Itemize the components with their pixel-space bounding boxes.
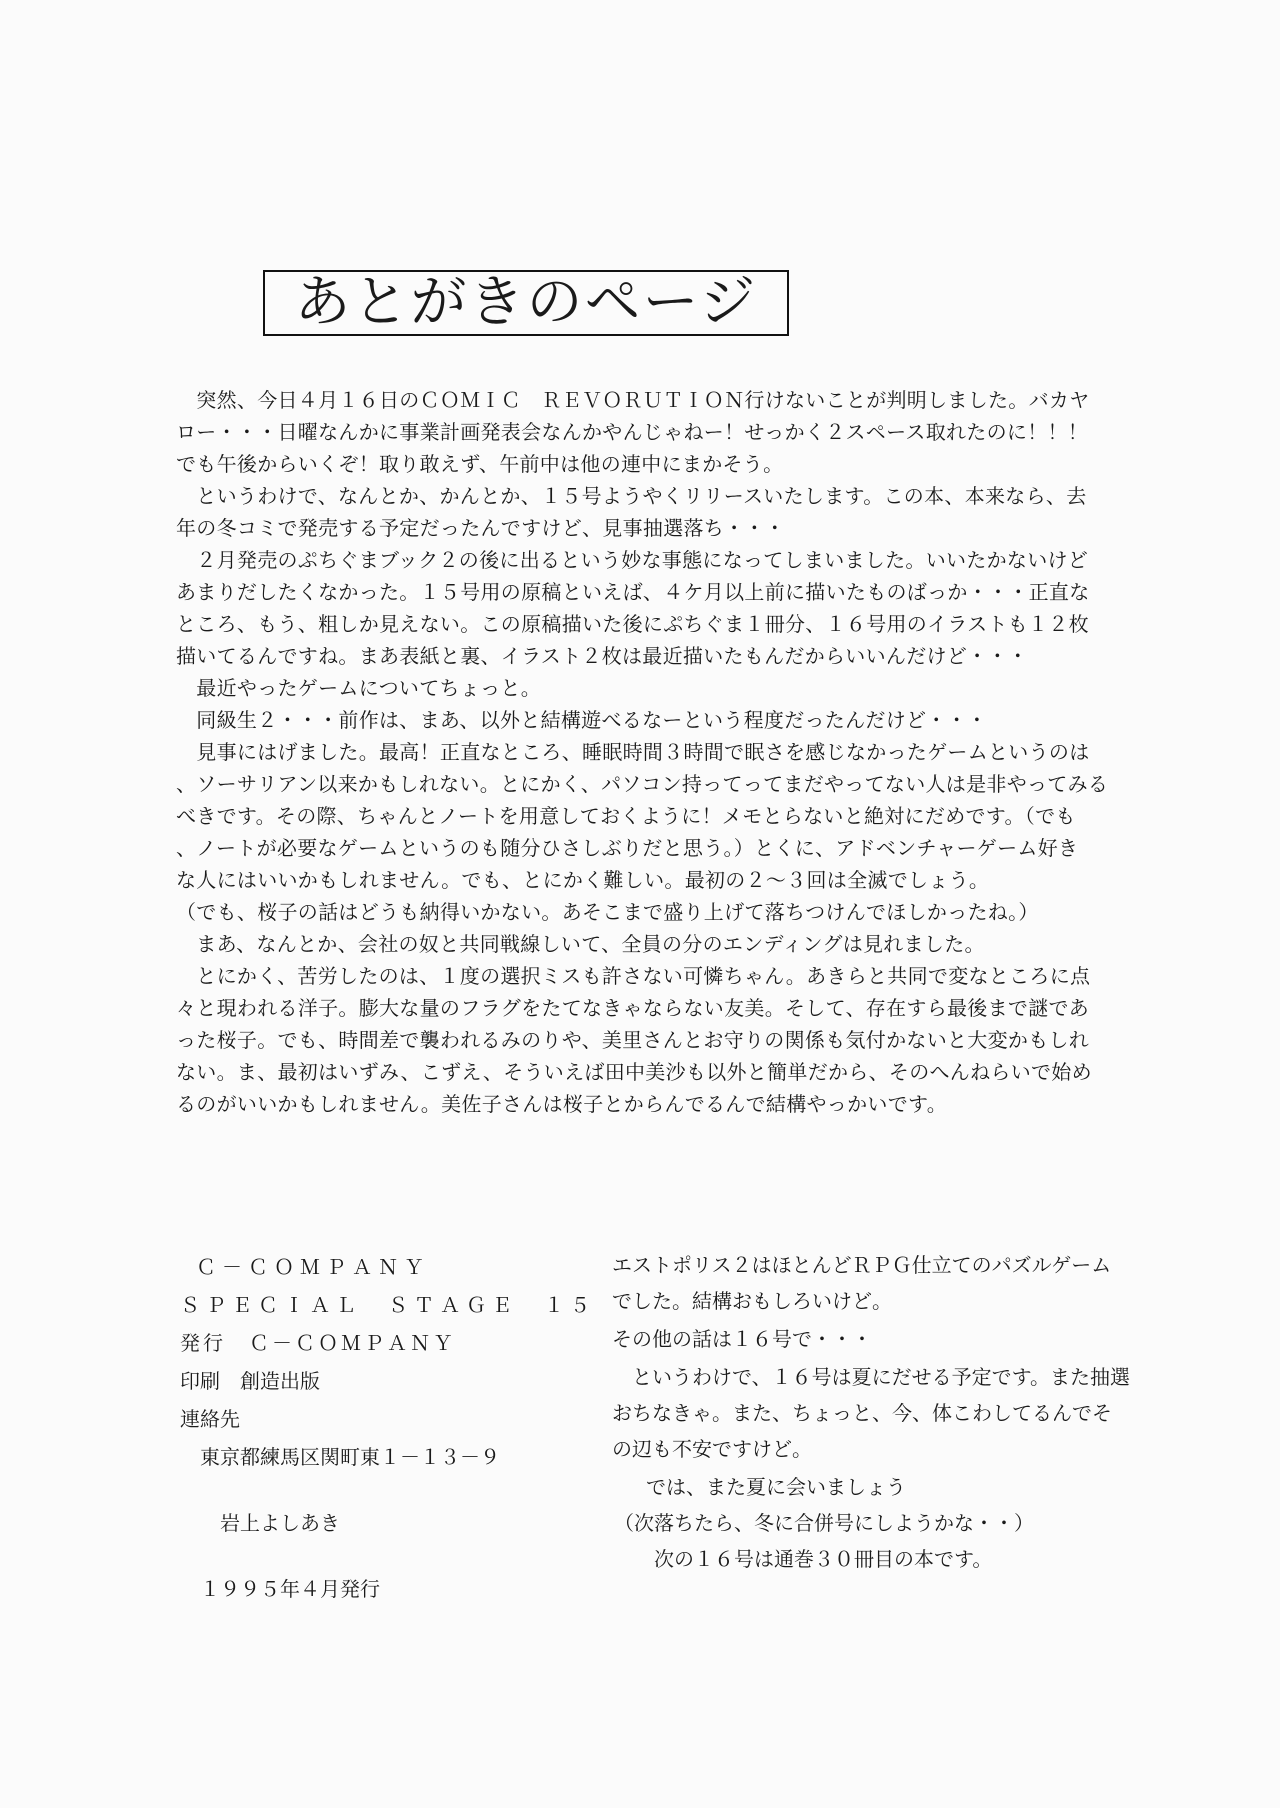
postscript-line: （次落ちたら、冬に合併号にしようかな・・）: [614, 1511, 1034, 1535]
body-line: ロー・・・日曜なんかに事業計画発表会なんかやんじゃねー！せっかく２スペース取れたのに！！！: [176, 420, 1089, 444]
body-line: （でも、桜子の話はどうも納得いかない。あそこまで盛り上げて落ちつけんでほしかったね。）: [176, 900, 1039, 924]
body-line: べきです。その際、ちゃんとノートを用意しておくように！メモとらないと絶対にだめです。（でも: [176, 804, 1076, 828]
postscript-line: の辺も不安ですけど。: [612, 1437, 812, 1461]
postscript-line: エストポリス２はほとんどＲＰＧ仕立てのパズルゲーム: [612, 1253, 1112, 1277]
title-box: [263, 270, 789, 336]
body-line: 、ソーサリアン以来かもしれない。とにかく、パソコン持ってってまだやってない人は是非やってみる: [176, 772, 1109, 796]
body-line: 突然、今日４月１６日のＣＯＭＩＣ ＲＥＶＯＲＵＴＩＯＮ行けないことが判明しました。バカヤ: [176, 388, 1090, 412]
afterword-body: [176, 384, 1176, 1120]
body-line: 最近やったゲームについてちょっと。: [176, 676, 541, 700]
postscript-line: おちなきゃ。また、ちょっと、今、体こわしてるんでそ: [612, 1401, 1112, 1425]
body-line: とにかく、苦労したのは、１度の選択ミスも許さない可憐ちゃん。あきらと共同で変なところに点: [176, 964, 1091, 988]
body-line: 描いてるんですね。まあ表紙と裏、イラスト２枚は最近描いたもんだからいいんだけど・・・: [176, 644, 1028, 668]
colophon-publisher: 発行 Ｃ－ＣＯＭＰＡＮＹ: [180, 1331, 456, 1355]
body-line: まあ、なんとか、会社の奴と共同戦線しいて、全員の分のエンディングは見れました。: [176, 932, 985, 956]
postscript-line: 次の１６号は通巻３０冊目の本です。: [634, 1547, 993, 1571]
colophon-circle: Ｃ－ＣＯＭＰＡＮＹ: [196, 1255, 430, 1279]
postscript-line: では、また夏に会いましょう: [626, 1475, 906, 1499]
body-line: 年の冬コミで発売する予定だったんですけど、見事抽選落ち・・・: [176, 516, 785, 540]
body-line: というわけで、なんとか、かんとか、１５号ようやくリリースいたします。この本、本来なら、去: [176, 484, 1087, 508]
postscript-line: というわけで、１６号は夏にだせる予定です。また抽選: [612, 1365, 1130, 1389]
body-line: 、ノートが必要なゲームというのも随分ひさしぶりだと思う。）とくに、アドベンチャーゲーム好き: [176, 836, 1079, 860]
page-title: あとがきのページ: [294, 270, 758, 335]
body-line: な人にはいいかもしれません。でも、とにかく難しい。最初の２～３回は全滅でしょう。: [176, 868, 990, 892]
body-line: るのがいいかもしれません。美佐子さんは桜子とからんでるんで結構やっかいです。: [176, 1092, 947, 1116]
colophon-date: １９９５年４月発行: [200, 1577, 380, 1601]
colophon-book-title: ＳＰＥＣＩＡＬ ＳＴＡＧＥ １５: [180, 1293, 596, 1317]
body-line: 同級生２・・・前作は、まあ、以外と結構遊べるなーという程度だったんだけど・・・: [176, 708, 988, 732]
body-line: 々と現われる洋子。膨大な量のフラグをたてなきゃならない友美。そして、存在すら最後まで謎であ: [176, 996, 1090, 1020]
body-line: った桜子。でも、時間差で襲われるみのりや、美里さんとお守りの関係も気付かないと大変かもしれ: [176, 1028, 1090, 1052]
postscript-line: その他の話は１６号で・・・: [612, 1327, 872, 1351]
body-line: あまりだしたくなかった。１５号用の原稿といえば、４ケ月以上前に描いたものばっか・・・正直な: [176, 580, 1090, 604]
body-line: でも午後からいくぞ！取り敢えず、午前中は他の連中にまかそう。: [176, 452, 784, 476]
body-line: ところ、もう、粗しか見えない。この原稿描いた後にぷちぐま１冊分、１６号用のイラストも１２枚: [176, 612, 1089, 636]
colophon-author: 岩上よしあき: [220, 1511, 340, 1535]
colophon-contact-label: 連絡先: [180, 1407, 240, 1431]
body-line: ない。ま、最初はいずみ、こずえ、そういえば田中美沙も以外と簡単だから、そのへんねらいで始め: [176, 1060, 1092, 1084]
colophon-address: 東京都練馬区関町東１－１３－９: [200, 1445, 500, 1469]
body-line: ２月発売のぷちぐまブック２の後に出るという妙な事態になってしまいました。いいたかないけど: [176, 548, 1089, 572]
colophon-printer: 印刷 創造出版: [180, 1369, 320, 1393]
body-line: 見事にはげました。最高！正直なところ、睡眠時間３時間で眠さを感じなかったゲームというのは: [176, 740, 1090, 764]
postscript-line: でした。結構おもしろいけど。: [612, 1289, 892, 1313]
